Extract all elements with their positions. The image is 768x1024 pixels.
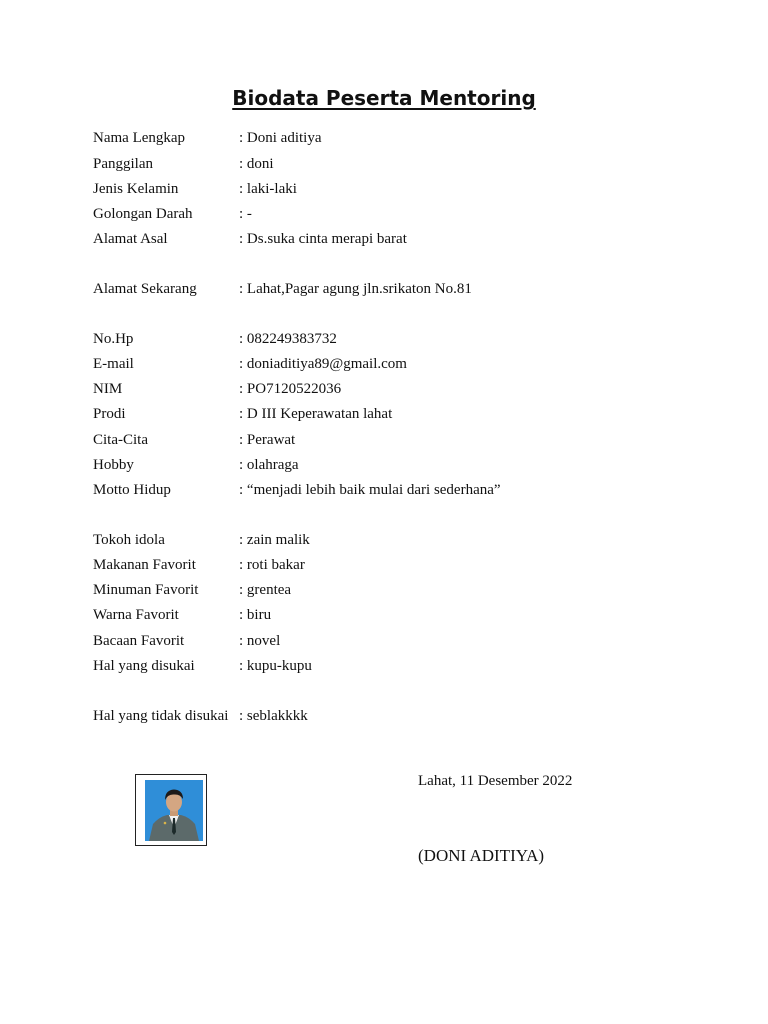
field-label: Motto Hidup [93, 482, 171, 498]
field-value: : doni [239, 156, 274, 172]
photo-frame [135, 774, 207, 846]
field-label: E-mail [93, 356, 134, 372]
field-label: Nama Lengkap [93, 130, 186, 146]
field-label: Tokoh idola [93, 532, 165, 548]
field-label: NIM [93, 381, 123, 397]
field-value: : seblakkkk [239, 708, 308, 724]
field-label: No.Hp [93, 331, 134, 347]
field-value: : roti bakar [239, 557, 305, 573]
field-label: Hal yang disukai [93, 658, 195, 674]
document-title: Biodata Peserta Mentoring [232, 86, 536, 110]
field-value: : grentea [239, 582, 292, 598]
field-label: Hal yang tidak disukai [93, 708, 229, 724]
field-value: : zain malik [239, 532, 310, 548]
field-label: Jenis Kelamin [93, 181, 179, 197]
field-label: Bacaan Favorit [93, 633, 185, 649]
field-value: : D III Keperawatan lahat [239, 406, 393, 422]
field-label: Panggilan [93, 156, 153, 172]
place-and-date: Lahat, 11 Desember 2022 [418, 773, 573, 789]
field-label: Prodi [93, 406, 126, 422]
field-value: : kupu-kupu [239, 658, 312, 674]
field-label: Makanan Favorit [93, 557, 196, 573]
field-value: : “menjadi lebih baik mulai dari sederhana” [239, 482, 501, 498]
field-value: : Ds.suka cinta merapi barat [239, 231, 407, 247]
field-label: Alamat Asal [93, 231, 168, 247]
profile-photo [145, 780, 203, 841]
field-value: : Doni aditiya [239, 130, 322, 146]
field-label: Warna Favorit [93, 607, 179, 623]
field-value: : olahraga [239, 457, 299, 473]
field-value: : PO7120522036 [239, 381, 342, 397]
field-value: : biru [239, 607, 272, 623]
field-value: : - [239, 206, 252, 222]
field-label: Golongan Darah [93, 206, 193, 222]
field-label: Minuman Favorit [93, 582, 199, 598]
field-value: : doniaditiya89@gmail.com [239, 356, 407, 372]
field-value: : Perawat [239, 432, 296, 448]
field-label: Hobby [93, 457, 134, 473]
field-value: : Lahat,Pagar agung jln.srikaton No.81 [239, 281, 472, 297]
field-label: Alamat Sekarang [93, 281, 197, 297]
field-value: : novel [239, 633, 281, 649]
field-value: : laki-laki [239, 181, 297, 197]
field-label: Cita-Cita [93, 432, 148, 448]
field-value: : 082249383732 [239, 331, 337, 347]
signature-name: (DONI ADITIYA) [418, 846, 545, 865]
